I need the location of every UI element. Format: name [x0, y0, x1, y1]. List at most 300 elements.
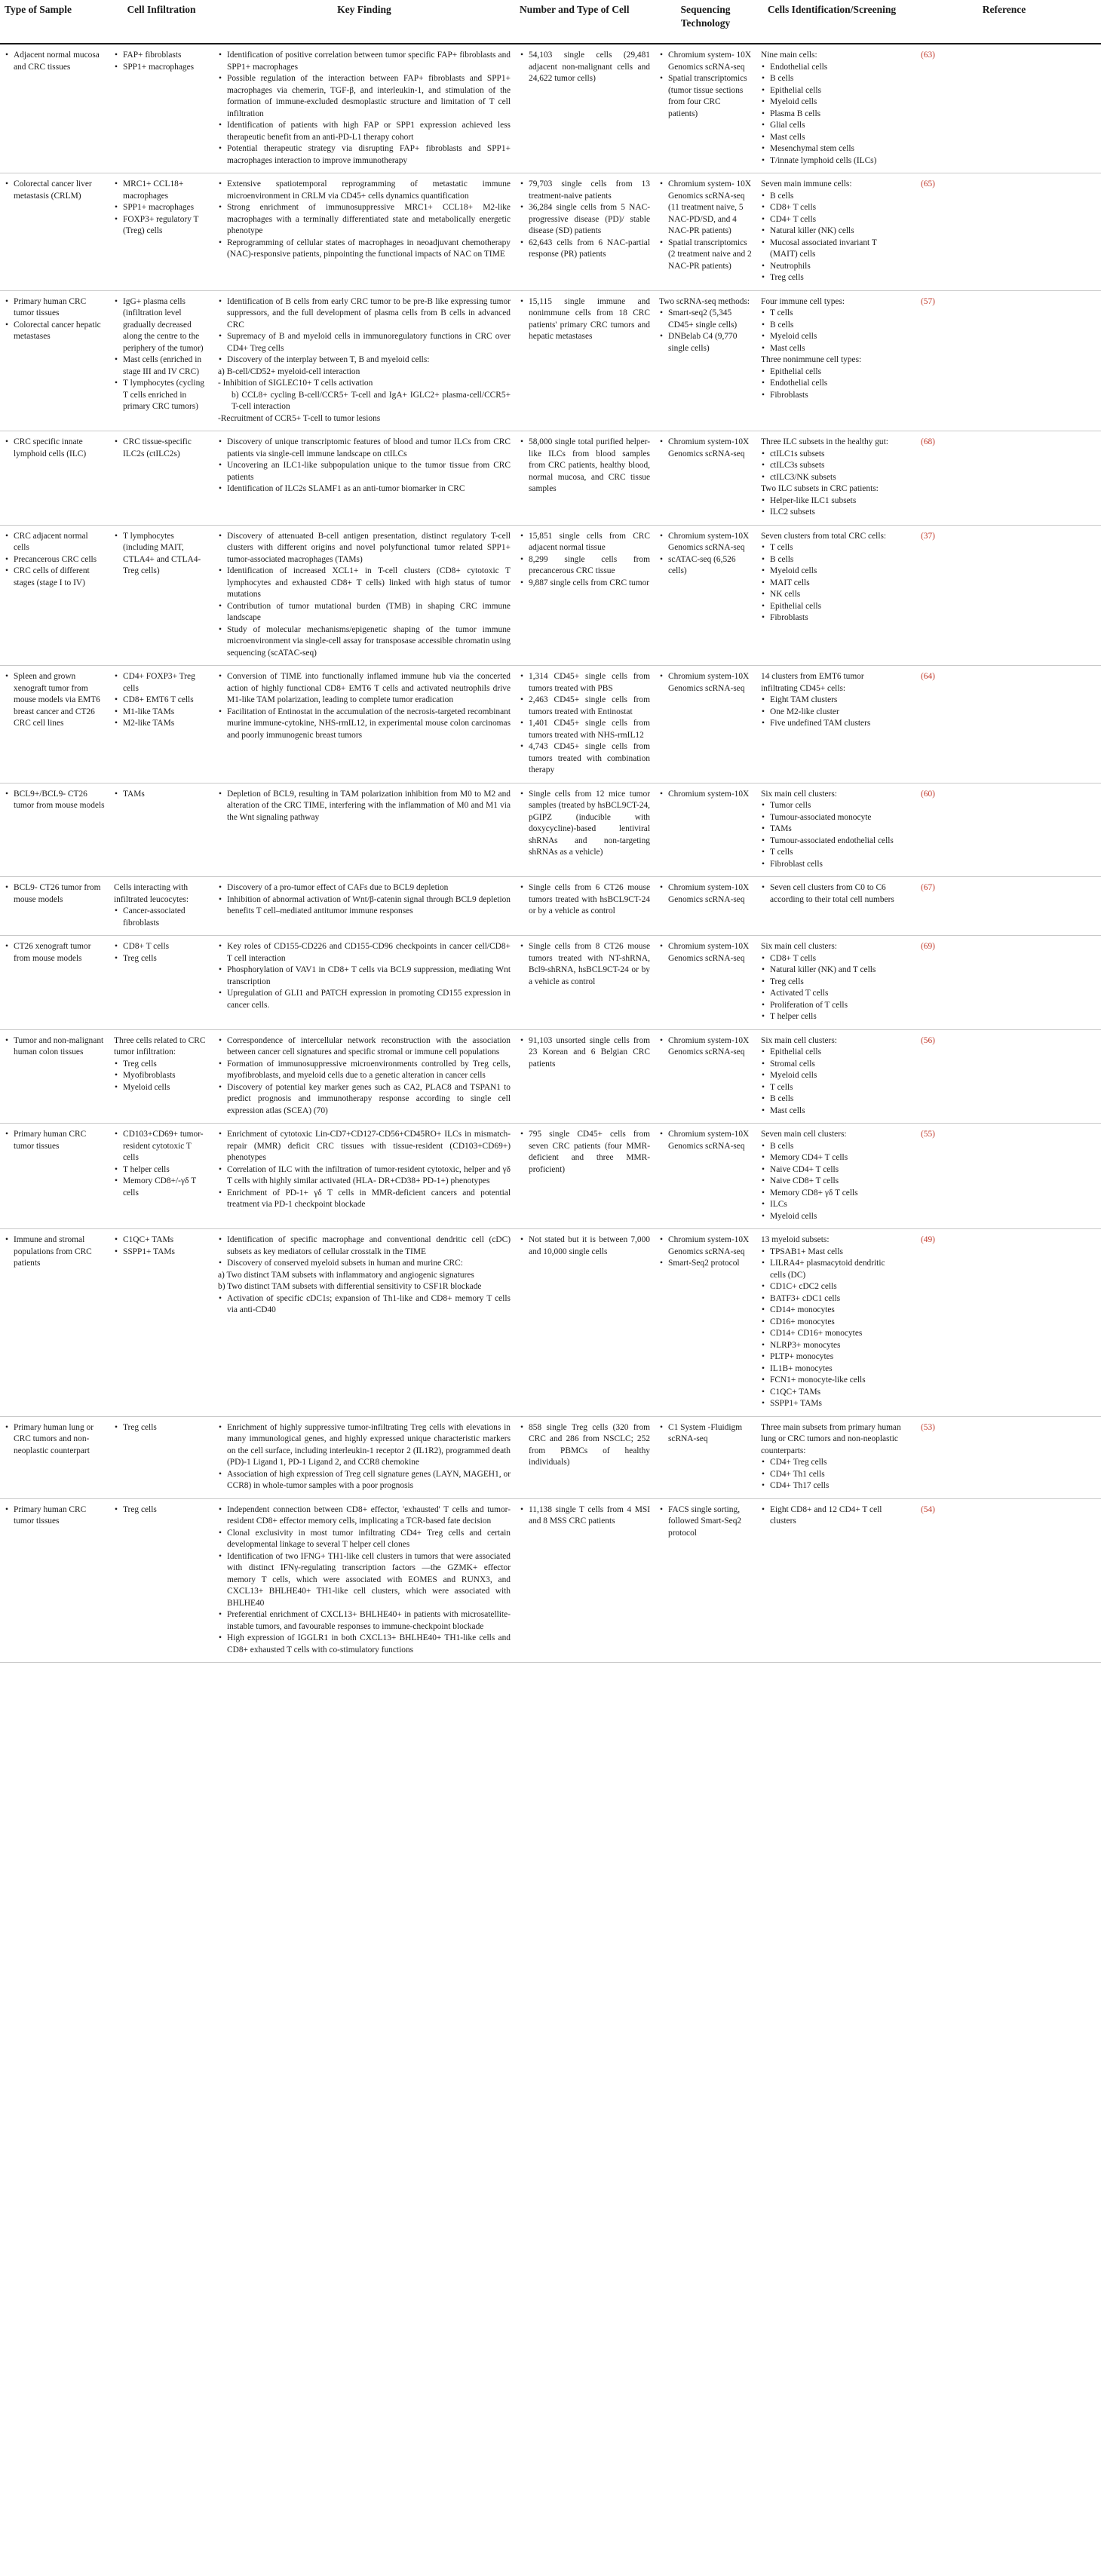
technology-cell-list [659, 296, 752, 355]
table-row [0, 1029, 1101, 1124]
list-item: 14 clusters from EMT6 tumor infiltrating CD45+ cells: [761, 672, 864, 693]
list-item: • Primary human lung or CRC tumors and non-neoplastic counterpart [5, 1422, 105, 1458]
reference-link[interactable]: (64) [921, 672, 935, 681]
identification-cell-list [761, 882, 903, 906]
list-item: Three ILC subsets in the healthy gut: [761, 437, 888, 446]
infiltration-cell [109, 525, 213, 666]
list-item: • SSPP1+ TAMs [761, 1398, 903, 1410]
list-item: • Depletion of BCL9, resulting in TAM polarization inhibition from M0 to M2 and alteration of the CRC TIME, interfering with the inflammation of M0 and M1 via the Wnt signaling pathway [218, 789, 511, 824]
list-item: • Formation of immunosuppressive microenvironments controlled by Treg cells, myofibroblasts, and myeloid cells due to a genetic alteration in cancer cells [218, 1059, 511, 1082]
sample-cell [0, 1416, 109, 1498]
finding-cell [213, 290, 515, 431]
technology-cell-list [659, 50, 752, 120]
list-item: • Treg cells [114, 953, 209, 965]
reference-link[interactable]: (53) [921, 1422, 935, 1432]
list-item: • FOXP3+ regulatory T (Treg) cells [114, 214, 209, 238]
infiltration-cell [109, 44, 213, 173]
list-item: • Study of molecular mechanisms/epigenetic shaping of the tumor immune microenvironment via single-cell assay for transposase accessible chromatin using sequencing (scATAC-seq) [218, 624, 511, 660]
list-item: • T/innate lymphoid cells (ILCs) [761, 155, 903, 167]
list-item: • scATAC-seq (6,526 cells) [659, 554, 752, 578]
list-item: • T helper cells [761, 1011, 903, 1023]
list-item: • ILC2 subsets [761, 507, 903, 519]
list-item: • Spatial transcriptomics (tumor tissue sections from four CRC patients) [659, 73, 752, 120]
list-item: a) B-cell/CD52+ myeloid-cell interaction [218, 366, 360, 376]
infiltration-cell [109, 431, 213, 526]
technology-cell [655, 666, 756, 784]
list-item: • Discovery of attenuated B-cell antigen presentation, distinct regulatory T-cell clusters with different origins and novel polyfunctional tumor related SPP1+ tumor-associated macrophages (TAMs) [218, 531, 511, 566]
list-item: • Myeloid cells [761, 566, 903, 578]
infiltration-cell-list [114, 531, 209, 578]
finding-cell-list [218, 1035, 511, 1118]
list-item: • Primary human CRC tumor tissues [5, 1129, 105, 1152]
list-item: • Upregulation of GLI1 and PATCH expression in promoting CD155 expression in cancer cells. [218, 988, 511, 1011]
identification-cell-list [761, 789, 903, 871]
list-item: • 1,401 CD45+ single cells from tumors treated with NHS-rmIL12 [520, 718, 650, 741]
list-item: • Chromium system- 10X Genomics scRNA-seq (11 treatment naive, 5 NAC-PD/SD, and 4 NAC-PR patients) [659, 179, 752, 238]
list-item: • BCL9+/BCL9- CT26 tumor from mouse models [5, 789, 105, 812]
list-item: • T cells [761, 542, 903, 554]
list-item: • Association of high expression of Treg cell signature genes (LAYN, MAGEH1, or CCR8) in whole-tumor samples with a poor prognosis [218, 1469, 511, 1492]
list-item: • Extensive spatiotemporal reprogramming of metastatic immune microenvironment in CRLM via CD45+ cells dynamics quantification [218, 179, 511, 202]
list-item: • Preferential enrichment of CXCL13+ BHLHE40+ in patients with microsatellite-instable tumors, and favourable responses to immune-checkpoint blockade [218, 1609, 511, 1633]
list-item: • T cells [761, 1082, 903, 1094]
sample-cell [0, 1498, 109, 1663]
technology-cell-list [659, 179, 752, 272]
technology-cell [655, 290, 756, 431]
cell-count-cell-list [520, 1035, 650, 1071]
sample-cell [0, 783, 109, 877]
list-item: • BCL9- CT26 tumor from mouse models [5, 882, 105, 906]
sample-cell-list [5, 671, 105, 730]
reference-cell [907, 1229, 1101, 1417]
list-item: • Epithelial cells [761, 85, 903, 97]
list-item: • 8,299 single cells from precancerous CRC tissue [520, 554, 650, 578]
list-item: • CD16+ monocytes [761, 1317, 903, 1329]
list-item: • SSPP1+ TAMs [114, 1247, 209, 1259]
list-item: • CD4+ Th17 cells [761, 1480, 903, 1492]
list-item: • Five undefined TAM clusters [761, 718, 903, 730]
technology-cell [655, 431, 756, 526]
list-item: • Potential therapeutic strategy via disrupting FAP+ fibroblasts and SPP1+ macrophages interaction to improve immunotherapy [218, 143, 511, 167]
technology-cell-list [659, 1422, 752, 1446]
list-item: • ctILC3/NK subsets [761, 472, 903, 484]
list-item: • Enrichment of cytotoxic Lin-CD7+CD127-CD56+CD45RO+ ILCs in mismatch-repair (MMR) deficit CRC tissues with tissue-resident (CD103+CD69+) phenotypes [218, 1129, 511, 1164]
list-item: • Discovery of a pro-tumor effect of CAFs due to BCL9 depletion [218, 882, 511, 894]
sample-cell-list [5, 882, 105, 906]
list-item: • Stromal cells [761, 1059, 903, 1071]
cell-count-cell-list [520, 50, 650, 85]
list-item: • Chromium system-10X Genomics scRNA-seq [659, 671, 752, 695]
list-item: • Mesenchymal stem cells [761, 143, 903, 155]
infiltration-cell-list [114, 437, 209, 460]
sample-cell-list [5, 437, 105, 460]
table-row [0, 877, 1101, 936]
identification-cell [756, 666, 907, 784]
infiltration-cell-list [114, 1422, 209, 1434]
identification-cell [756, 1498, 907, 1663]
reference-link[interactable]: (49) [921, 1235, 935, 1244]
list-item: • SPP1+ macrophages [114, 202, 209, 214]
technology-cell [655, 1498, 756, 1663]
reference-link[interactable]: (63) [921, 51, 935, 60]
table-row [0, 1416, 1101, 1498]
header-key-finding: Key Finding [213, 0, 515, 44]
cell-count-cell-list [520, 437, 650, 495]
infiltration-cell-list [114, 50, 209, 73]
list-item: • Myofibroblasts [114, 1070, 209, 1082]
sample-cell-list [5, 1129, 105, 1152]
table-row [0, 666, 1101, 784]
reference-cell [907, 290, 1101, 431]
list-item: • 58,000 single total purified helper-like ILCs from blood samples from CRC patients, healthy blood, normal mucosa, and CRC tissue samples [520, 437, 650, 495]
cell-count-cell-list [520, 789, 650, 859]
list-item: • Contribution of tumor mutational burden (TMB) in shaping CRC immune landscape [218, 601, 511, 624]
table-row [0, 936, 1101, 1030]
finding-cell [213, 877, 515, 936]
header-cell-infiltration: Cell Infiltration [109, 0, 213, 44]
list-item: • Correspondence of intercellular network reconstruction with the association between cancer cell signatures and specific stromal or immune cell populations [218, 1035, 511, 1059]
list-item: • IgG+ plasma cells (infiltration level gradually decreased along the centre to the periphery of the tumor) [114, 296, 209, 355]
finding-cell [213, 1498, 515, 1663]
list-item: • CD8+ T cells [761, 953, 903, 965]
list-item: • Identification of positive correlation between tumor specific FAP+ fibroblasts and SPP1+ macrophages [218, 50, 511, 73]
identification-cell [756, 290, 907, 431]
cell-count-cell [515, 44, 655, 173]
technology-cell-list [659, 671, 752, 695]
list-item: b) Two distinct TAM subsets with differential sensitivity to CSF1R blockade [218, 1282, 482, 1291]
cell-count-cell [515, 877, 655, 936]
table-row [0, 173, 1101, 291]
identification-cell [756, 44, 907, 173]
finding-cell [213, 1229, 515, 1417]
header-number-and-type: Number and Type of Cell [515, 0, 655, 44]
cell-count-cell-list [520, 1234, 650, 1258]
list-item: • Enrichment of highly suppressive tumor-infiltrating Treg cells with elevations in many immunological genes, and highly expressed unique characteristic markers on the cell surface, including interleukin-1 receptor 2 (IL1R2), programmed death (PD)-1 Ligand 1, PD-1 Ligand 2, and CCR8 chemokine [218, 1422, 511, 1469]
reference-cell [907, 1498, 1101, 1663]
reference-cell [907, 936, 1101, 1030]
infiltration-cell [109, 173, 213, 291]
finding-cell [213, 44, 515, 173]
list-item: • Treg cells [114, 1059, 209, 1071]
list-item: • Eight TAM clusters [761, 695, 903, 707]
infiltration-cell-list [114, 941, 209, 964]
list-item: • FCN1+ monocyte-like cells [761, 1375, 903, 1387]
list-item: • Activation of specific cDC1s; expansion of Th1-like and CD8+ memory T cells via anti-CD40 [218, 1293, 511, 1317]
list-item: • CD4+ Th1 cells [761, 1469, 903, 1481]
list-item: • Myeloid cells [761, 1070, 903, 1082]
list-item: • CT26 xenograft tumor from mouse models [5, 941, 105, 964]
list-item: • Mast cells [761, 1106, 903, 1118]
sample-cell-list [5, 296, 105, 343]
reference-link[interactable]: (67) [921, 883, 935, 892]
finding-cell-list [218, 50, 511, 167]
infiltration-cell [109, 666, 213, 784]
list-item: • Memory CD8+/-γδ T cells [114, 1176, 209, 1199]
reference-link[interactable]: (57) [921, 296, 935, 306]
sample-cell-list [5, 1035, 105, 1059]
list-item: • Epithelial cells [761, 1047, 903, 1059]
list-item: • CD8+ T cells [114, 941, 209, 953]
list-item: • Chromium system-10X Genomics scRNA-seq [659, 1234, 752, 1258]
list-item: • 1,314 CD45+ single cells from tumors treated with PBS [520, 671, 650, 695]
list-item: • 15,115 single immune and nonimmune cells from 18 CRC patients' primary CRC tumors and hepatic metastases [520, 296, 650, 343]
infiltration-cell [109, 1416, 213, 1498]
list-item: Six main cell clusters: [761, 1035, 837, 1045]
reference-cell [907, 1416, 1101, 1498]
list-item: • M2-like TAMs [114, 718, 209, 730]
identification-cell-list [761, 1422, 903, 1492]
list-item: • Not stated but it is between 7,000 and 10,000 single cells [520, 1234, 650, 1258]
list-item: • Fibroblasts [761, 390, 903, 402]
reference-cell [907, 783, 1101, 877]
list-item: • Myeloid cells [761, 1211, 903, 1223]
technology-cell [655, 525, 756, 666]
list-item: • Clonal exclusivity in most tumor infiltrating CD4+ Treg cells and certain developmental linkage to several T helper cell clones [218, 1528, 511, 1551]
technology-cell [655, 1229, 756, 1417]
infiltration-cell-list [114, 1234, 209, 1258]
reference-cell [907, 666, 1101, 784]
infiltration-cell-list [114, 789, 209, 801]
list-item: • MRC1+ CCL18+ macrophages [114, 179, 209, 202]
list-item: • Chromium system-10X [659, 789, 752, 801]
sample-cell [0, 1124, 109, 1229]
sample-cell-list [5, 1422, 105, 1458]
finding-cell-list [218, 296, 511, 425]
list-item: • BATF3+ cDC1 cells [761, 1293, 903, 1305]
list-item: • FAP+ fibroblasts [114, 50, 209, 62]
reference-cell [907, 431, 1101, 526]
sample-cell-list [5, 941, 105, 964]
list-item: • Treg cells [761, 272, 903, 284]
sample-cell [0, 666, 109, 784]
cell-count-cell-list [520, 296, 650, 343]
list-item: 13 myeloid subsets: [761, 1235, 830, 1244]
list-item: • C1 System -Fluidigm scRNA-seq [659, 1422, 752, 1446]
list-item: • 36,284 single cells from 5 NAC-progressive disease (PD)/ stable disease (SD) patients [520, 202, 650, 238]
identification-cell-list [761, 1129, 903, 1222]
list-item: • Fibroblasts [761, 612, 903, 624]
list-item: • TPSAB1+ Mast cells [761, 1247, 903, 1259]
technology-cell [655, 173, 756, 291]
list-item: • 2,463 CD45+ single cells from tumors treated with Entinostat [520, 695, 650, 718]
cell-count-cell [515, 1029, 655, 1124]
finding-cell [213, 936, 515, 1030]
list-item: • Chromium system-10X Genomics scRNA-seq [659, 941, 752, 964]
cell-count-cell [515, 525, 655, 666]
cell-count-cell [515, 173, 655, 291]
sample-cell [0, 1029, 109, 1124]
identification-cell [756, 1029, 907, 1124]
cell-count-cell [515, 1229, 655, 1417]
table-row [0, 525, 1101, 666]
finding-cell [213, 783, 515, 877]
finding-cell [213, 1124, 515, 1229]
list-item: • Primary human CRC tumor tissues [5, 296, 105, 320]
list-item: • Phosphorylation of VAV1 in CD8+ T cells via BCL9 suppression, mediating Wnt transcription [218, 964, 511, 988]
list-item: • CRC tissue-specific ILC2s (ctILC2s) [114, 437, 209, 460]
list-item: • Tumor cells [761, 800, 903, 812]
sample-cell-list [5, 50, 105, 73]
list-item: • CD4+ T cells [761, 214, 903, 226]
list-item: • DNBelab C4 (9,770 single cells) [659, 331, 752, 354]
list-item: • Spleen and grown xenograft tumor from mouse models via EMT6 breast cancer and CT26 CRC cell lines [5, 671, 105, 730]
identification-cell [756, 525, 907, 666]
list-item: • High expression of IGGLR1 in both CXCL13+ BHLHE40+ TH1-like cells and CD8+ exhausted T cells with co-stimulatory functions [218, 1633, 511, 1656]
list-item: • Enrichment of PD-1+ γδ T cells in MMR-deficient cancers and potential treatment via PD-1 checkpoint blockade [218, 1188, 511, 1211]
list-item: • Discovery of potential key marker genes such as CA2, PLAC8 and TSPAN1 to predict prognosis and immunotherapy response according to single cell expression atlas (SCEA) (70) [218, 1082, 511, 1118]
list-item: • One M2-like cluster [761, 707, 903, 719]
list-item: • 54,103 single cells (29,481 adjacent non-malignant cells and 24,622 tumor cells) [520, 50, 650, 85]
reference-link[interactable]: (68) [921, 437, 935, 446]
list-item: • T helper cells [114, 1164, 209, 1176]
infiltration-cell-list [114, 1129, 209, 1199]
list-item: • TAMs [761, 823, 903, 836]
cell-count-cell-list [520, 531, 650, 590]
sample-cell [0, 936, 109, 1030]
cell-count-cell-list [520, 671, 650, 777]
list-item: • Adjacent normal mucosa and CRC tissues [5, 50, 105, 73]
reference-link[interactable]: (56) [921, 1035, 935, 1045]
list-item: • T cells [761, 847, 903, 859]
reference-cell [907, 1029, 1101, 1124]
identification-cell [756, 936, 907, 1030]
infiltration-cell-list [114, 179, 209, 238]
header-type-of-sample: Type of Sample [0, 0, 109, 44]
infiltration-cell [109, 877, 213, 936]
table-header-row [0, 0, 1101, 44]
list-item: • MAIT cells [761, 578, 903, 590]
list-item: • B cells [761, 320, 903, 332]
list-item: • Single cells from 6 CT26 mouse tumors treated with hsBCL9CT-24 or by a vehicle as control [520, 882, 650, 918]
list-item: Seven main cell clusters: [761, 1130, 847, 1139]
list-item: • Proliferation of T cells [761, 1000, 903, 1012]
list-item: • T cells [761, 308, 903, 320]
identification-cell-list [761, 941, 903, 1023]
list-item: • Correlation of ILC with the infiltration of tumor-resident cytotoxic, helper and γδ T cells with highly similar activated (HLA- DR+CD38+ PD-1+) phenotypes [218, 1164, 511, 1188]
list-item: • B cells [761, 554, 903, 566]
list-item: • NK cells [761, 589, 903, 601]
list-item: • Memory CD4+ T cells [761, 1152, 903, 1164]
sample-cell-list [5, 179, 105, 202]
finding-cell-list [218, 179, 511, 261]
sample-cell-list [5, 531, 105, 590]
sample-cell [0, 290, 109, 431]
list-item: • Cancer-associated fibroblasts [114, 906, 209, 929]
table-row [0, 1498, 1101, 1663]
list-item: • Chromium system- 10X Genomics scRNA-seq [659, 50, 752, 73]
list-item: • Chromium system-10X Genomics scRNA-seq [659, 1035, 752, 1059]
identification-cell [756, 783, 907, 877]
list-item: -Recruitment of CCR5+ T-cell to tumor lesions [218, 413, 381, 423]
list-item: • ctILC1s subsets [761, 449, 903, 461]
technology-cell-list [659, 437, 752, 460]
cell-count-cell-list [520, 1129, 650, 1176]
list-item: • Discovery of the interplay between T, B and myeloid cells: [218, 354, 511, 366]
infiltration-cell-list [114, 1504, 209, 1516]
header-cells-identification: Cells Identification/Screening [756, 0, 907, 44]
cell-count-cell [515, 431, 655, 526]
list-item: Nine main cells: [761, 51, 817, 60]
list-item: • CD14+ monocytes [761, 1305, 903, 1317]
cell-count-cell-list [520, 1422, 650, 1469]
identification-cell-list [761, 437, 903, 519]
list-item: • Glial cells [761, 120, 903, 132]
list-item: • 62,643 cells from 6 NAC-partial response (PR) patients [520, 238, 650, 261]
list-item: • ILCs [761, 1199, 903, 1211]
finding-cell [213, 1029, 515, 1124]
infiltration-cell [109, 783, 213, 877]
list-item: • Myeloid cells [761, 331, 903, 343]
finding-cell-list [218, 1129, 511, 1211]
finding-cell-list [218, 1234, 511, 1317]
sample-cell [0, 525, 109, 666]
cell-count-cell [515, 1498, 655, 1663]
identification-cell-list [761, 531, 903, 624]
sample-cell-list [5, 1234, 105, 1270]
reference-link[interactable]: (54) [921, 1504, 935, 1514]
list-item: Cells interacting with infiltrated leucocytes: [114, 883, 189, 904]
list-item: • CRC adjacent normal cells [5, 531, 105, 554]
list-item: • Fibroblast cells [761, 859, 903, 871]
list-item: • Inhibition of abnormal activation of Wnt/β-catenin signal through BCL9 depletion benefits T cell–mediated antitumor immune responses [218, 894, 511, 918]
reference-cell [907, 44, 1101, 173]
sample-cell [0, 1229, 109, 1417]
finding-cell-list [218, 882, 511, 918]
identification-cell-list [761, 1234, 903, 1410]
list-item: • B cells [761, 1093, 903, 1106]
finding-cell-list [218, 1422, 511, 1492]
list-item: • Single cells from 12 mice tumor samples (treated by hsBCL9CT-24, pGIPZ (inducible with doxycycline)-based lentiviral shRNAs and non-targeting shRNAs as a vehicle) [520, 789, 650, 859]
list-item: • Key roles of CD155-CD226 and CD155-CD96 checkpoints in cancer cell/CD8+ T cell interaction [218, 941, 511, 964]
finding-cell [213, 525, 515, 666]
identification-cell [756, 1229, 907, 1417]
reference-link[interactable]: (69) [921, 942, 935, 951]
list-item: • ctILC3s subsets [761, 460, 903, 472]
cell-count-cell [515, 666, 655, 784]
list-item: • Chromium system-10X Genomics scRNA-seq [659, 1129, 752, 1152]
list-item: • Treg cells [761, 977, 903, 989]
list-item: • Strong enrichment of immunosuppressive MRC1+ CCL18+ M2-like macrophages with a terminally differentiated state and metabolically energetic phenotype [218, 202, 511, 238]
cell-count-cell [515, 783, 655, 877]
reference-link[interactable]: (37) [921, 531, 935, 541]
identification-cell [756, 173, 907, 291]
infiltration-cell-list [114, 882, 209, 929]
list-item: • 79,703 single cells from 13 treatment-naive patients [520, 179, 650, 202]
table-row [0, 431, 1101, 526]
list-item: • Helper-like ILC1 subsets [761, 495, 903, 508]
list-item: • Epithelial cells [761, 366, 903, 379]
sample-cell-list [5, 789, 105, 812]
list-item: • Chromium system-10X Genomics scRNA-seq [659, 437, 752, 460]
list-item: • CD4+ FOXP3+ Treg cells [114, 671, 209, 695]
list-item: • Tumour-associated endothelial cells [761, 836, 903, 848]
cell-count-cell-list [520, 179, 650, 261]
list-item: • Mast cells [761, 132, 903, 144]
reference-cell [907, 1124, 1101, 1229]
list-item: • Seven cell clusters from C0 to C6 according to their total cell numbers [761, 882, 903, 906]
reference-link[interactable]: (65) [921, 179, 935, 189]
identification-cell [756, 877, 907, 936]
list-item: • Treg cells [114, 1504, 209, 1516]
list-item: • T lymphocytes (including MAIT, CTLA4+ and CTLA4- Treg cells) [114, 531, 209, 578]
cell-count-cell [515, 1416, 655, 1498]
list-item: • Mast cells (enriched in stage III and IV CRC) [114, 354, 209, 378]
reference-link[interactable]: (55) [921, 1130, 935, 1139]
list-item: • Reprogramming of cellular states of macrophages in neoadjuvant chemotherapy (NAC)-responsive patients, pinpointing the functional impacts of NAC on TIME [218, 238, 511, 261]
list-item: Seven main immune cells: [761, 179, 852, 189]
list-item: • CD103+CD69+ tumor-resident cytotoxic T cells [114, 1129, 209, 1164]
reference-link[interactable]: (60) [921, 789, 935, 799]
